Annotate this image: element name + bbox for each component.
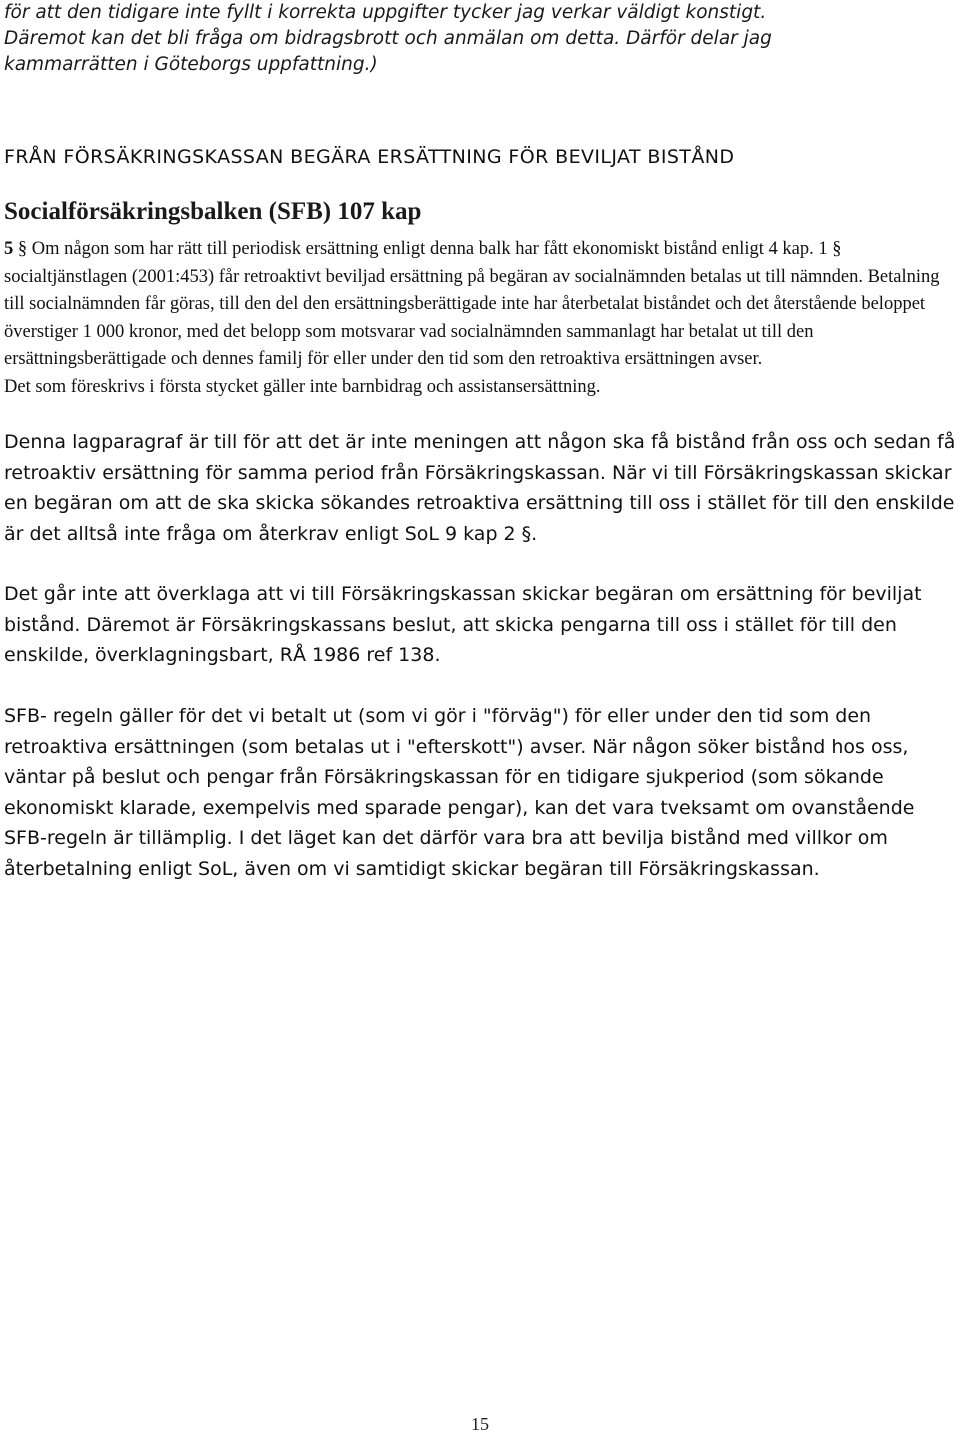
intro-italic-text <box>4 0 952 78</box>
section-number: 5 <box>4 239 14 259</box>
law-para1-continuation: socialtjänstlagen (2001:453) får retroaktivt beviljad ersättning på begäran av socialnämnden betalas ut till nämnden. Betalning till socialnämnden får göras, till den del den ersättningsberättigade inte har återbetalat biståndet och det återstående beloppet överstiger 1 000 kronor, med det belopp som motsvarar vad socialnämnden sammanlagt har betalat ut till den ersättningsberättigade och dennes familj för eller under den tid som den retroaktiva ersättningen avser. <box>4 266 940 370</box>
section-sign: § <box>17 239 28 259</box>
law-paragraph-2: Det som föreskrivs i första stycket gäller inte barnbidrag och assistansersättning. <box>4 376 601 397</box>
intro-line: kammarrätten i Göteborgs uppfattning.) <box>4 54 378 75</box>
section-sign: § <box>832 239 842 259</box>
paragraph-text: Det går inte att överklaga att vi till Försäkringskassan skickar begäran om ersättning för beviljat bistånd. Däremot är Försäkringskassans beslut, att skicka pengarna till oss i stället för till den enskilde, överklagningsbart, RÅ 1986 ref 138. <box>4 583 922 666</box>
body-paragraph <box>4 701 956 884</box>
intro-line: Däremot kan det bli fråga om bidragsbrott och anmälan om detta. Därför delar jag <box>4 28 772 49</box>
paragraph-text: SFB- regeln gäller för det vi betalt ut (som vi gör i "förväg") för eller under den tid som den retroaktiva ersättningen (som betalas ut i "efterskott") avser. När någon söker bistånd hos oss, väntar på beslut och pengar från Försäkringskassan för en tidigare sjukperiod (som sökande ekonomiskt klarade, exempelvis med sparade pengar), kan det vara tveksamt om ovanstående SFB-regeln är tillämplig. I det läget kan det därför vara bra att bevilja bistånd med villkor om återbetalning enligt SoL, även om vi samtidigt skickar begäran till Försäkringskassan. <box>4 705 915 880</box>
law-paragraph-1 <box>4 236 956 374</box>
page-number: 15 <box>471 1414 489 1434</box>
law-title: Socialförsäkringsbalken (SFB) 107 kap <box>4 198 422 225</box>
intro-line: för att den tidigare inte fyllt i korrekta uppgifter tycker jag verkar väldigt konstigt. <box>4 2 767 23</box>
law-text <box>4 236 956 402</box>
body-paragraph <box>4 427 956 549</box>
law-para1-text: Om någon som har rätt till periodisk ersättning enligt denna balk har fått ekonomiskt bistånd enligt 4 kap. 1 <box>31 239 828 259</box>
section-heading: FRÅN FÖRSÄKRINGSKASSAN BEGÄRA ERSÄTTNING FÖR BEVILJAT BISTÅND <box>4 146 735 168</box>
paragraph-text: Denna lagparagraf är till för att det är inte meningen att någon ska få bistånd från oss och sedan få retroaktiv ersättning för samma period från Försäkringskassan. När vi till Försäkringskassan skickar en begäran om att de ska skicka sökandes retroaktiva ersättning till oss i stället för till den enskilde är det alltså inte fråga om återkrav enligt SoL 9 kap 2 §. <box>4 431 956 545</box>
body-paragraph <box>4 579 956 671</box>
